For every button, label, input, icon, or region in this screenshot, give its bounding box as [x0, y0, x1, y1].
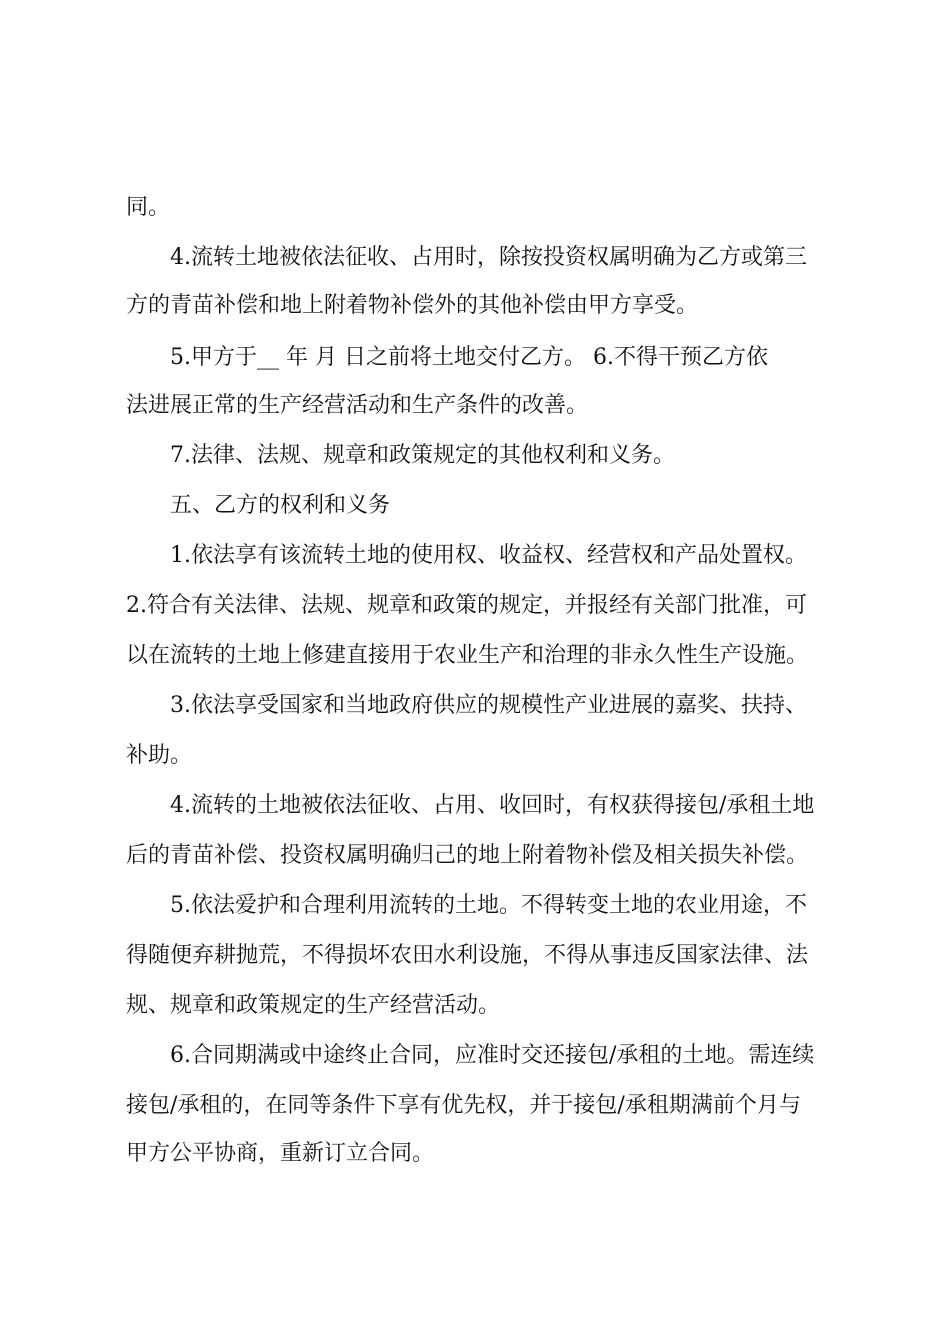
- text-line: 同。: [126, 195, 171, 220]
- text-line: 后的青苗补偿、投资权属明确归己的地上附着物补偿及相关损失补偿。: [126, 843, 809, 868]
- text-line: 7.法律、法规、规章和政策规定的其他权利和义务。: [170, 443, 675, 468]
- text-line: 方的青苗补偿和地上附着物补偿外的其他补偿由甲方享受。: [126, 293, 699, 318]
- text-line: 得随便弃耕抛荒，不得损坏农田水利设施，不得从事违反国家法律、法: [126, 943, 809, 968]
- text-line: 5.依法爱护和合理利用流转的土地。不得转变土地的农业用途，不: [170, 893, 807, 918]
- text-line: 接包/承租的，在同等条件下享有优先权，并于接包/承租期满前个月与: [126, 1093, 801, 1118]
- text-line: 4.流转的土地被依法征收、占用、收回时，有权获得接包/承租土地: [170, 793, 815, 818]
- text-line: 4.流转土地被依法征收、占用时，除按投资权属明确为乙方或第三: [170, 245, 807, 270]
- text-line: 5.甲方于__ 年 月 日之前将土地交付乙方。 6.不得干预乙方依: [170, 345, 768, 370]
- text-line: 甲方公平协商，重新订立合同。: [126, 1141, 435, 1166]
- text-line: 1.依法享有该流转土地的使用权、收益权、经营权和产品处置权。: [170, 543, 807, 568]
- text-line: 3.依法享受国家和当地政府供应的规模性产业进展的嘉奖、扶持、: [170, 693, 807, 718]
- text-line: 2.符合有关法律、法规、规章和政策的规定，并报经有关部门批准，可: [126, 593, 807, 618]
- text-line: 法进展正常的生产经营活动和生产条件的改善。: [126, 393, 589, 418]
- text-line: 规、规章和政策规定的生产经营活动。: [126, 993, 501, 1018]
- text-line: 以在流转的土地上修建直接用于农业生产和治理的非永久性生产设施。: [126, 643, 809, 668]
- text-line: 6.合同期满或中途终止合同，应准时交还接包/承租的土地。需连续: [170, 1043, 815, 1068]
- section-heading: 五、乙方的权利和义务: [170, 493, 391, 518]
- text-line: 补助。: [126, 743, 193, 768]
